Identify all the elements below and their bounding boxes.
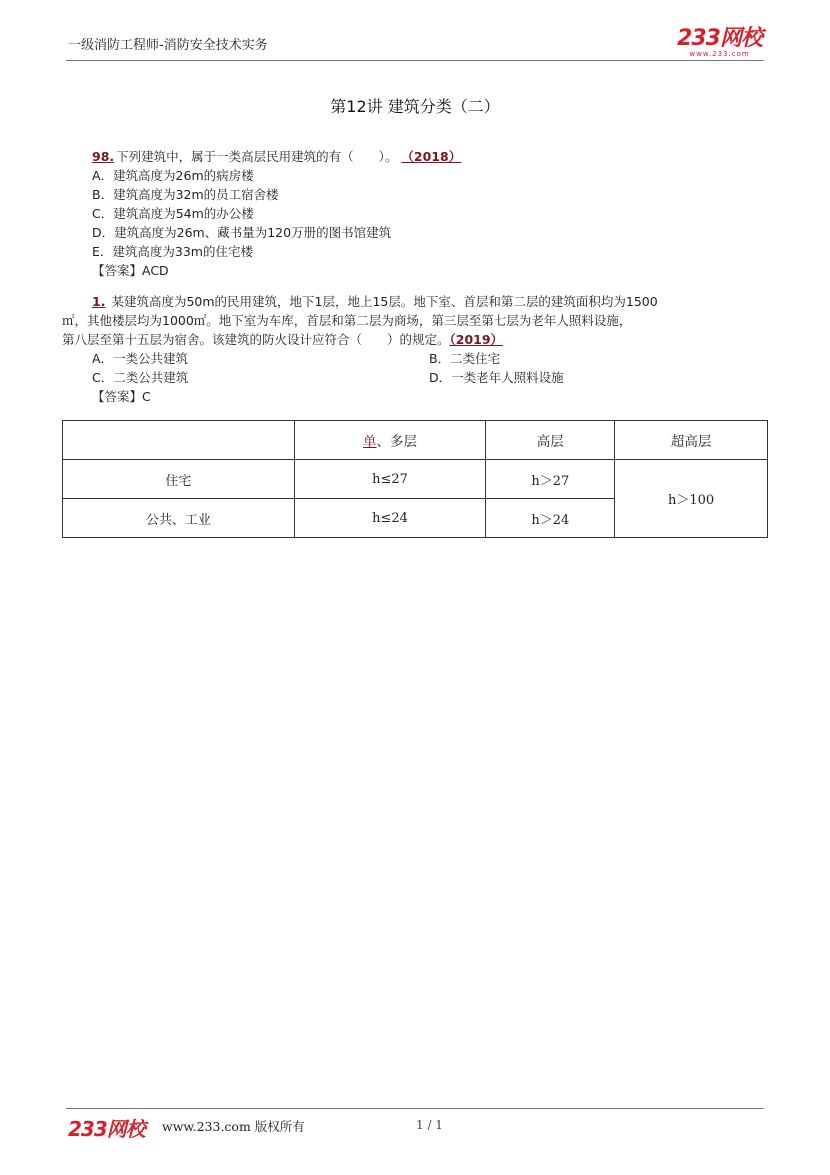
answer: 【答案】ACD (92, 263, 169, 278)
table-header-row (63, 421, 768, 460)
header-cell-super-high: 超高层 (615, 421, 768, 460)
options-row-1 (62, 349, 772, 368)
row-label: 公共、工业 (63, 499, 295, 538)
option-b: B．二类住宅 (429, 351, 501, 366)
row-label: 住宅 (63, 460, 295, 499)
cell-high: h＞27 (486, 460, 615, 499)
option-d: D．建筑高度为26m、藏书量为120万册的图书馆建筑 (92, 225, 392, 240)
option-d: D．一类老年人照料设施 (429, 370, 564, 385)
page-footer (66, 1108, 764, 1139)
option-c: C．二类公共建筑 (92, 370, 189, 385)
header-multi-word: 、多层 (376, 434, 418, 450)
table-row (63, 460, 768, 499)
question-year: （2018） (401, 149, 462, 164)
logo-text: 233网校 (677, 26, 762, 51)
cell-low-multi: h≤24 (294, 499, 486, 538)
question-number: 1. (92, 294, 106, 309)
question-text-line3: 第八层至第十五层为宿舍。该建筑的防火设计应符合（ ）的规定。 (62, 332, 450, 347)
option-a: A．建筑高度为26m的病房楼 (92, 168, 254, 183)
classification-table (62, 420, 768, 538)
page-header (66, 28, 764, 61)
header-single-word: 单 (363, 434, 377, 450)
cell-super-high: h＞100 (615, 460, 768, 538)
option-c: C．建筑高度为54m的办公楼 (92, 206, 254, 221)
option-b: B．建筑高度为32m的员工宿舍楼 (92, 187, 279, 202)
question-text-line1: 某建筑高度为50m的民用建筑，地下1层，地上15层。地下室、首层和第二层的建筑面积均为1500 (111, 294, 658, 309)
question-text-line2: ㎡，其他楼层均为1000㎡。地下室为车库，首层和第二层为商场，第三层至第七层为老年人照料设施， (62, 313, 632, 328)
brand-logo (677, 28, 762, 58)
header-cell-empty (63, 421, 295, 460)
cell-low-multi: h≤27 (294, 460, 486, 499)
question-98 (62, 147, 772, 280)
question-year: （2019） (449, 332, 504, 347)
header-cell-high: 高层 (486, 421, 615, 460)
option-a: A．一类公共建筑 (92, 351, 189, 366)
question-stem (62, 292, 772, 311)
logo-url: www.233.com (689, 50, 750, 58)
option-e: E．建筑高度为33m的住宅楼 (92, 244, 253, 259)
answer: 【答案】C (92, 389, 151, 404)
question-number: 98. (92, 149, 115, 164)
page-title: 第12讲 建筑分类（二） (330, 97, 500, 116)
cell-high: h＞24 (486, 499, 615, 538)
header-title: 一级消防工程师-消防安全技术实务 (68, 38, 268, 53)
options-row-2 (62, 368, 772, 387)
question-text-line3-wrap (62, 330, 772, 349)
page-number: 1 / 1 (416, 1118, 443, 1132)
question-1 (62, 292, 772, 406)
header-cell-low-multi (294, 421, 486, 460)
question-text: 下列建筑中，属于一类高层民用建筑的有（ ）。 (116, 149, 398, 164)
footer-logo: 233网校 (68, 1117, 145, 1141)
footer-copyright: www.233.com 版权所有 (162, 1119, 305, 1134)
question-stem (62, 147, 772, 166)
